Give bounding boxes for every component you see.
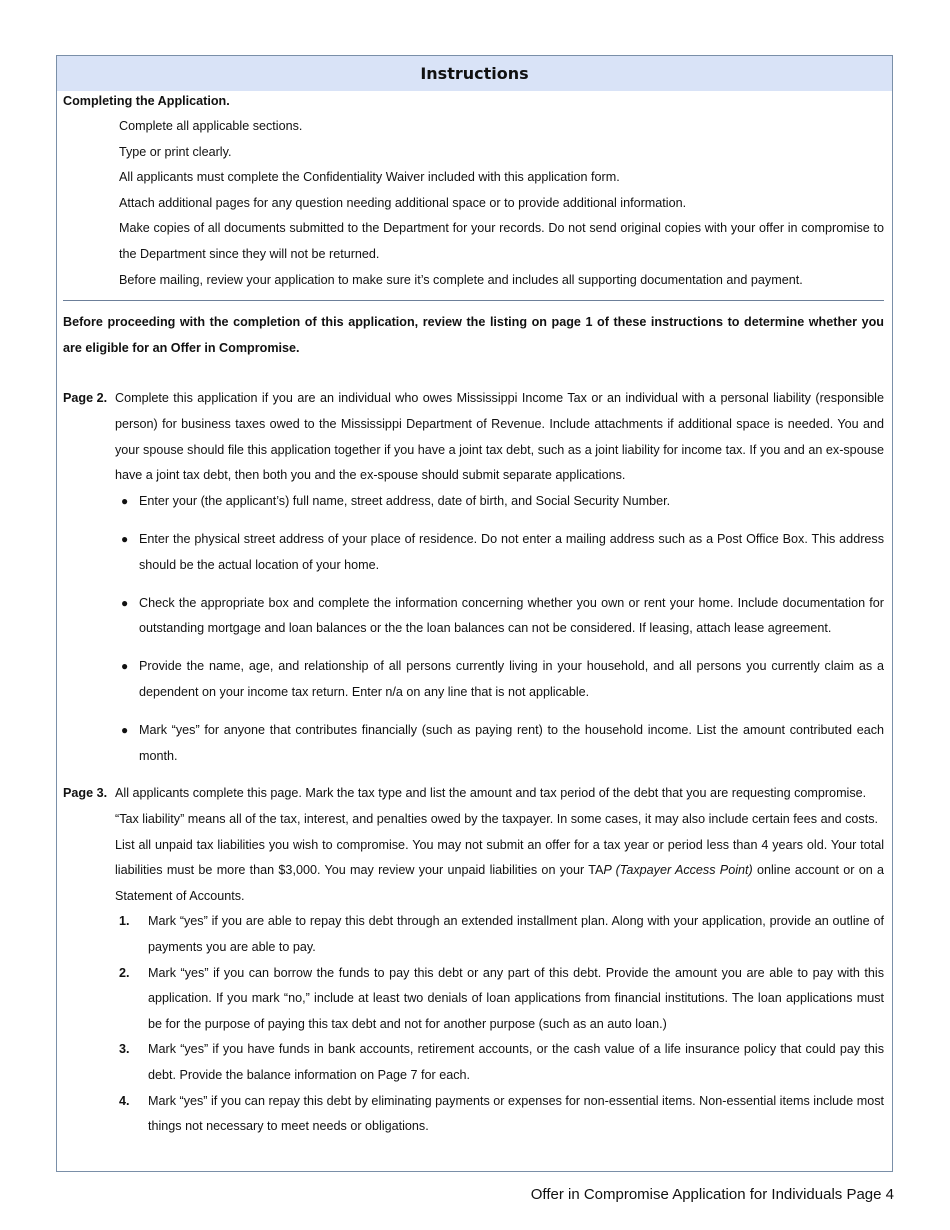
- page3-numbered-item: 4. Mark “yes” if you can repay this debt by eliminating payments or expenses for non-essential items. Non-essential items include most things not necessary to meet needs or obligations.: [119, 1093, 884, 1134]
- completing-item-5: Make copies of all documents submitted to the Department for your records. Do not send original copies with your offer in compromise to the Department since they will not be returned.: [119, 221, 884, 261]
- completing-item-6: Before mailing, review your application to make sure it’s complete and includes all supporting documentation and payment.: [119, 272, 803, 287]
- tap-name: P (Taxpayer Access Point): [603, 863, 753, 878]
- page3-section: [63, 781, 884, 909]
- page2-bullet-item: ● Mark “yes” for anyone that contributes financially (such as paying rent) to the household income. List the amount contributed each month.: [63, 718, 884, 769]
- bullet-dot-icon: ●: [121, 595, 129, 610]
- page2-bullet-item: ● Enter the physical street address of your place of residence. Do not enter a mailing address such as a Post Office Box. This address should be the actual location of your home.: [63, 527, 884, 578]
- bullet-dot-icon: ●: [121, 723, 129, 738]
- page2-bullet-item: ● Provide the name, age, and relationship of all persons currently living in your household, and all persons you currently claim as a dependent on your income tax return. Enter n/a on any line that is not applicable.: [63, 654, 884, 705]
- completing-item-1: Complete all applicable sections.: [119, 119, 303, 133]
- completing-item-2: Type or print clearly.: [119, 144, 232, 159]
- page3-numbered-item: 2. Mark “yes” if you can borrow the funds to pay this debt or any part of this debt. Provide the amount you are able to pay with this application. If you mark “no,” include at least two denials of loan applications from financial institutions. The loan applications must be for the purpose of paying this tax debt and not for another purpose (such as an auto loan.): [119, 965, 884, 1031]
- page3-numbered-list: [63, 909, 884, 1139]
- instructions-frame: [56, 55, 893, 1172]
- completing-item-4: Attach additional pages for any question needing additional space or to provide additional information.: [119, 195, 687, 210]
- page3-tax-liability: “Tax liability” means all of the tax, interest, and penalties owed by the taxpayer. In some cases, it may also include certain fees and costs.: [115, 812, 879, 827]
- bullet-dot-icon: ●: [121, 493, 129, 508]
- page3-list-liabilities: List all unpaid tax liabilities you wish to compromise. You may not submit an offer for a tax year or period less than 4 years old. Your total liabilities must be more than $3,000. You may review your unpaid liabilities on your TAP (Taxpayer Access Point) online account or on a Statement of Accounts.: [115, 837, 884, 903]
- completing-item-3: All applicants must complete the Confidentiality Waiver included with this application form.: [119, 170, 620, 185]
- page3-numbered-item: 3. Mark “yes” if you have funds in bank accounts, retirement accounts, or the cash value of a life insurance policy that could pay this debt. Provide the balance information on Page 7 for each.: [119, 1042, 884, 1082]
- page2-label: Page 2.: [63, 391, 108, 406]
- page-footer: Offer in Compromise Application for Individuals Page 4: [530, 1186, 894, 1203]
- page3-label: Page 3.: [63, 786, 108, 801]
- section-divider: [63, 300, 884, 301]
- completing-heading: Completing the Application.: [63, 94, 230, 108]
- page3-intro: All applicants complete this page. Mark the tax type and list the amount and tax period of the debt that you are requesting compromise.: [115, 786, 867, 801]
- page2-bullet-item: ● Check the appropriate box and complete the information concerning whether you own or rent your home. Include documentation for outstanding mortgage and loan balances or the the loan balances can not be considered. If leasing, attach lease agreement.: [63, 591, 884, 642]
- instructions-content: [63, 91, 884, 1140]
- page2-intro: Complete this application if you are an individual who owes Mississippi Income Tax or an individual with a personal liability (responsible person) for business taxes owed to the Mississippi Department of Revenue. Include attachments if additional space is needed. You and your spouse should file this application together if you have a joint tax debt, such as a joint liability for income tax. If you and an ex-spouse have a joint tax debt, then both you and the ex-spouse should submit separate applications.: [115, 391, 884, 483]
- bullet-dot-icon: ●: [121, 531, 129, 546]
- page2-section: [63, 386, 884, 488]
- bullet-dot-icon: ●: [121, 659, 129, 674]
- instructions-header: Instructions: [57, 56, 892, 91]
- eligibility-notice: Before proceeding with the completion of this application, review the listing on page 1 of these instructions to determine whether you are eligible for an Offer in Compromise.: [63, 315, 884, 355]
- page2-bullet-item: ● Enter your (the applicant’s) full name, street address, date of birth, and Social Security Number.: [63, 489, 884, 515]
- page3-numbered-item: 1. Mark “yes” if you are able to repay this debt through an extended installment plan. Along with your application, provide an outline of payments you are able to pay.: [119, 914, 884, 954]
- page2-bullet-list: [63, 489, 884, 770]
